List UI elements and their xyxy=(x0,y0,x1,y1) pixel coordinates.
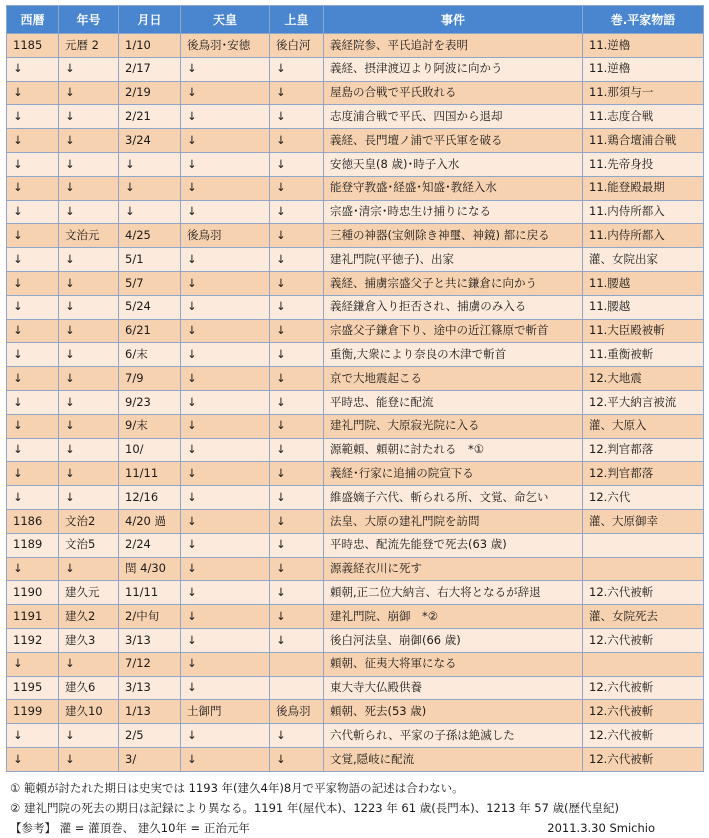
cell-western-year: ↓ xyxy=(7,652,59,676)
cell-retired-emperor: ↓ xyxy=(270,295,324,319)
table-row xyxy=(7,367,704,391)
cell-western-year: ↓ xyxy=(7,295,59,319)
table-row xyxy=(7,248,704,272)
cell-month-day: 11/11 xyxy=(119,581,181,605)
cell-retired-emperor: ↓ xyxy=(270,581,324,605)
cell-western-year: 1192 xyxy=(7,628,59,652)
cell-emperor: ↓ xyxy=(181,652,270,676)
cell-emperor: ↓ xyxy=(181,676,270,700)
cell-western-year: ↓ xyxy=(7,200,59,224)
table-row xyxy=(7,105,704,129)
cell-retired-emperor: ↓ xyxy=(270,200,324,224)
cell-era-name: ↓ xyxy=(59,652,119,676)
cell-western-year: ↓ xyxy=(7,724,59,748)
cell-era-name: ↓ xyxy=(59,152,119,176)
cell-retired-emperor: ↓ xyxy=(270,533,324,557)
cell-heike-chapter: 灌、女院出家 xyxy=(583,248,704,272)
cell-era-name: ↓ xyxy=(59,57,119,81)
cell-emperor: ↓ xyxy=(181,581,270,605)
cell-emperor: ↓ xyxy=(181,628,270,652)
table-row xyxy=(7,509,704,533)
cell-emperor: ↓ xyxy=(181,414,270,438)
cell-retired-emperor: ↓ xyxy=(270,224,324,248)
cell-era-name: 建久6 xyxy=(59,676,119,700)
cell-month-day: 3/ xyxy=(119,747,181,771)
cell-month-day: 6/21 xyxy=(119,319,181,343)
cell-emperor: 後鳥羽 xyxy=(181,224,270,248)
cell-event: 宗盛父子鎌倉下り、途中の近江篠原で斬首 xyxy=(324,319,583,343)
cell-month-day: 9/23 xyxy=(119,390,181,414)
cell-month-day: 2/17 xyxy=(119,57,181,81)
cell-retired-emperor: ↓ xyxy=(270,724,324,748)
cell-western-year: 1199 xyxy=(7,700,59,724)
cell-heike-chapter xyxy=(583,557,704,581)
cell-month-day: 3/13 xyxy=(119,628,181,652)
cell-western-year: 1191 xyxy=(7,605,59,629)
cell-heike-chapter: 11.志度合戦 xyxy=(583,105,704,129)
footnote-1: ① 範頼が討たれた期日は史実では 1193 年(建久4年)8月で平家物語の記述は合わない。 xyxy=(10,780,464,795)
cell-western-year: ↓ xyxy=(7,438,59,462)
cell-month-day: 3/24 xyxy=(119,129,181,153)
table-row xyxy=(7,81,704,105)
cell-heike-chapter: 12.大地震 xyxy=(583,367,704,391)
cell-emperor: ↓ xyxy=(181,200,270,224)
table-row xyxy=(7,676,704,700)
cell-era-name: ↓ xyxy=(59,271,119,295)
cell-heike-chapter: 12.六代被斬 xyxy=(583,628,704,652)
cell-retired-emperor: ↓ xyxy=(270,557,324,581)
table-row xyxy=(7,224,704,248)
cell-retired-emperor: ↓ xyxy=(270,81,324,105)
cell-month-day: ↓ xyxy=(119,176,181,200)
cell-month-day: 2/中旬 xyxy=(119,605,181,629)
cell-western-year: 1189 xyxy=(7,533,59,557)
cell-retired-emperor: ↓ xyxy=(270,390,324,414)
cell-event: 法皇、大原の建礼門院を訪問 xyxy=(324,509,583,533)
cell-heike-chapter: 灌、大原御幸 xyxy=(583,509,704,533)
cell-western-year: ↓ xyxy=(7,176,59,200)
cell-heike-chapter: 11.腰越 xyxy=(583,271,704,295)
cell-month-day: 2/5 xyxy=(119,724,181,748)
header-month-day: 月日 xyxy=(119,6,181,34)
cell-western-year: ↓ xyxy=(7,462,59,486)
cell-era-name: ↓ xyxy=(59,81,119,105)
cell-emperor: ↓ xyxy=(181,248,270,272)
cell-western-year: ↓ xyxy=(7,129,59,153)
cell-retired-emperor: ↓ xyxy=(270,319,324,343)
cell-western-year: 1195 xyxy=(7,676,59,700)
cell-emperor: ↓ xyxy=(181,271,270,295)
cell-event: 平時忠、能登に配流 xyxy=(324,390,583,414)
table-row xyxy=(7,557,704,581)
cell-emperor: ↓ xyxy=(181,390,270,414)
header-emperor: 天皇 xyxy=(181,6,270,34)
cell-heike-chapter: 12.六代被斬 xyxy=(583,676,704,700)
cell-western-year: ↓ xyxy=(7,414,59,438)
cell-western-year: ↓ xyxy=(7,81,59,105)
cell-month-day: 1/10 xyxy=(119,34,181,58)
cell-era-name: 建久2 xyxy=(59,605,119,629)
cell-retired-emperor xyxy=(270,652,324,676)
signature-date: 2011.3.30 Smichio xyxy=(547,820,655,835)
table-row xyxy=(7,414,704,438)
table-row xyxy=(7,390,704,414)
cell-heike-chapter: 11.内侍所都入 xyxy=(583,200,704,224)
reference-line xyxy=(10,818,703,838)
table-row xyxy=(7,152,704,176)
table-row xyxy=(7,34,704,58)
cell-western-year: ↓ xyxy=(7,557,59,581)
cell-month-day: 1/13 xyxy=(119,700,181,724)
cell-western-year: ↓ xyxy=(7,343,59,367)
cell-event: 宗盛･清宗･時忠生け捕りになる xyxy=(324,200,583,224)
cell-era-name: 文治元 xyxy=(59,224,119,248)
cell-month-day: 閏 4/30 xyxy=(119,557,181,581)
cell-era-name: ↓ xyxy=(59,462,119,486)
cell-emperor: ↓ xyxy=(181,724,270,748)
cell-event: 能登守教盛･経盛･知盛･教経入水 xyxy=(324,176,583,200)
table-row xyxy=(7,319,704,343)
cell-western-year: ↓ xyxy=(7,747,59,771)
cell-month-day: 2/24 xyxy=(119,533,181,557)
footnote-2: ② 建礼門院の死去の期日は記録により異なる。1191 年(屋代本)、1223 年 61 歳(長門本)、1213 年 57 歳(歴代皇紀) xyxy=(10,800,620,815)
cell-event: 源義経衣川に死す xyxy=(324,557,583,581)
cell-month-day: 5/24 xyxy=(119,295,181,319)
cell-emperor: ↓ xyxy=(181,747,270,771)
cell-event: 義経院参、平氏追討を表明 xyxy=(324,34,583,58)
cell-month-day: 5/1 xyxy=(119,248,181,272)
cell-month-day: 5/7 xyxy=(119,271,181,295)
cell-emperor: 土御門 xyxy=(181,700,270,724)
header-retired-emperor: 上皇 xyxy=(270,6,324,34)
cell-heike-chapter: 12.六代 xyxy=(583,486,704,510)
cell-era-name: 建久元 xyxy=(59,581,119,605)
table-row xyxy=(7,724,704,748)
cell-era-name: ↓ xyxy=(59,438,119,462)
cell-month-day: 9/末 xyxy=(119,414,181,438)
cell-era-name: ↓ xyxy=(59,414,119,438)
cell-event: 義経鎌倉入り拒否され、捕虜のみ入る xyxy=(324,295,583,319)
cell-era-name: 文治2 xyxy=(59,509,119,533)
cell-western-year: ↓ xyxy=(7,271,59,295)
cell-era-name: ↓ xyxy=(59,129,119,153)
cell-heike-chapter: 11.先帝身投 xyxy=(583,152,704,176)
cell-emperor: ↓ xyxy=(181,438,270,462)
cell-event: 東大寺大仏殿供養 xyxy=(324,676,583,700)
cell-event: 重衡,大衆により奈良の木津で斬首 xyxy=(324,343,583,367)
cell-retired-emperor: 後鳥羽 xyxy=(270,700,324,724)
cell-event: 三種の神器(宝剣除き神璽、神鏡) 都に戻る xyxy=(324,224,583,248)
cell-emperor: ↓ xyxy=(181,152,270,176)
cell-event: 源範頼、頼朝に討たれる *① xyxy=(324,438,583,462)
cell-event: 維盛嫡子六代、斬られる所、文覚、命乞い xyxy=(324,486,583,510)
cell-month-day: 2/21 xyxy=(119,105,181,129)
cell-event: 頼朝、死去(53 歳) xyxy=(324,700,583,724)
table-row xyxy=(7,605,704,629)
cell-retired-emperor: ↓ xyxy=(270,129,324,153)
cell-heike-chapter xyxy=(583,652,704,676)
cell-month-day: 4/25 xyxy=(119,224,181,248)
cell-era-name: ↓ xyxy=(59,176,119,200)
cell-retired-emperor: ↓ xyxy=(270,462,324,486)
cell-western-year: 1186 xyxy=(7,509,59,533)
table-row xyxy=(7,628,704,652)
cell-heike-chapter xyxy=(583,533,704,557)
cell-emperor: ↓ xyxy=(181,486,270,510)
cell-event: 義経･行家に追捕の院宣下る xyxy=(324,462,583,486)
cell-retired-emperor: ↓ xyxy=(270,367,324,391)
cell-era-name: ↓ xyxy=(59,367,119,391)
table-row xyxy=(7,462,704,486)
cell-month-day: 2/19 xyxy=(119,81,181,105)
cell-era-name: 元暦 2 xyxy=(59,34,119,58)
cell-western-year: ↓ xyxy=(7,152,59,176)
table-row xyxy=(7,343,704,367)
cell-retired-emperor: 後白河 xyxy=(270,34,324,58)
cell-era-name: ↓ xyxy=(59,200,119,224)
table-row xyxy=(7,533,704,557)
cell-era-name: ↓ xyxy=(59,486,119,510)
cell-month-day: ↓ xyxy=(119,152,181,176)
cell-retired-emperor: ↓ xyxy=(270,176,324,200)
cell-era-name: ↓ xyxy=(59,724,119,748)
cell-era-name: 建久10 xyxy=(59,700,119,724)
cell-retired-emperor: ↓ xyxy=(270,605,324,629)
cell-heike-chapter: 11.腰越 xyxy=(583,295,704,319)
cell-event: 頼朝、征夷大将軍になる xyxy=(324,652,583,676)
cell-era-name: ↓ xyxy=(59,390,119,414)
cell-era-name: 建久3 xyxy=(59,628,119,652)
cell-month-day: 7/12 xyxy=(119,652,181,676)
table-row xyxy=(7,57,704,81)
cell-heike-chapter: 12.六代被斬 xyxy=(583,581,704,605)
cell-emperor: ↓ xyxy=(181,533,270,557)
table-row xyxy=(7,200,704,224)
table-row xyxy=(7,295,704,319)
cell-heike-chapter: 12.六代被斬 xyxy=(583,700,704,724)
cell-western-year: 1190 xyxy=(7,581,59,605)
table-row xyxy=(7,271,704,295)
table-row xyxy=(7,129,704,153)
cell-retired-emperor: ↓ xyxy=(270,414,324,438)
cell-heike-chapter: 11.逆櫓 xyxy=(583,34,704,58)
cell-heike-chapter: 11.那須与一 xyxy=(583,81,704,105)
table-row xyxy=(7,581,704,605)
cell-month-day: 6/末 xyxy=(119,343,181,367)
cell-western-year: ↓ xyxy=(7,319,59,343)
cell-western-year: ↓ xyxy=(7,367,59,391)
cell-event: 後白河法皇、崩御(66 歳) xyxy=(324,628,583,652)
cell-event: 京で大地震起こる xyxy=(324,367,583,391)
cell-month-day: 7/9 xyxy=(119,367,181,391)
cell-era-name: ↓ xyxy=(59,248,119,272)
header-event: 事件 xyxy=(324,6,583,34)
cell-emperor: ↓ xyxy=(181,295,270,319)
table-row xyxy=(7,438,704,462)
cell-event: 建礼門院、大原寂光院に入る xyxy=(324,414,583,438)
cell-emperor: ↓ xyxy=(181,367,270,391)
cell-month-day: 4/20 過 xyxy=(119,509,181,533)
cell-event: 安徳天皇(8 歳)･時子入水 xyxy=(324,152,583,176)
cell-event: 義経、捕虜宗盛父子と共に鎌倉に向かう xyxy=(324,271,583,295)
cell-retired-emperor: ↓ xyxy=(270,57,324,81)
cell-heike-chapter: 11.能登殿最期 xyxy=(583,176,704,200)
cell-western-year: ↓ xyxy=(7,57,59,81)
cell-emperor: 後鳥羽･安徳 xyxy=(181,34,270,58)
cell-era-name: ↓ xyxy=(59,295,119,319)
chronology-panel xyxy=(6,5,703,838)
cell-event: 平時忠、配流先能登で死去(63 歳) xyxy=(324,533,583,557)
header-western-year: 西暦 xyxy=(7,6,59,34)
footnotes xyxy=(6,778,703,838)
cell-month-day: 10/ xyxy=(119,438,181,462)
cell-emperor: ↓ xyxy=(181,176,270,200)
table-body xyxy=(7,34,704,772)
cell-emperor: ↓ xyxy=(181,605,270,629)
cell-era-name: ↓ xyxy=(59,747,119,771)
cell-retired-emperor: ↓ xyxy=(270,509,324,533)
cell-emperor: ↓ xyxy=(181,462,270,486)
cell-retired-emperor: ↓ xyxy=(270,271,324,295)
cell-event: 義経、摂津渡辺より阿波に向かう xyxy=(324,57,583,81)
cell-western-year: ↓ xyxy=(7,224,59,248)
cell-retired-emperor: ↓ xyxy=(270,105,324,129)
cell-heike-chapter: 12.平大納言被流 xyxy=(583,390,704,414)
cell-heike-chapter: 灌、大原入 xyxy=(583,414,704,438)
cell-event: 義経、長門壇ノ浦で平氏軍を破る xyxy=(324,129,583,153)
reference-text: 【参考】 灌 = 灌頂巻、 建久10年 = 正治元年 xyxy=(10,820,250,835)
cell-era-name: ↓ xyxy=(59,343,119,367)
cell-heike-chapter: 11.重衡被斬 xyxy=(583,343,704,367)
cell-western-year: ↓ xyxy=(7,390,59,414)
cell-emperor: ↓ xyxy=(181,81,270,105)
header-era-name: 年号 xyxy=(59,6,119,34)
table-row xyxy=(7,486,704,510)
cell-heike-chapter: 11.鶏合壇浦合戦 xyxy=(583,129,704,153)
cell-retired-emperor: ↓ xyxy=(270,152,324,176)
cell-retired-emperor xyxy=(270,676,324,700)
cell-month-day: ↓ xyxy=(119,200,181,224)
cell-emperor: ↓ xyxy=(181,343,270,367)
cell-month-day: 11/11 xyxy=(119,462,181,486)
cell-event: 建礼門院、崩御 *② xyxy=(324,605,583,629)
cell-western-year: ↓ xyxy=(7,105,59,129)
cell-retired-emperor: ↓ xyxy=(270,438,324,462)
cell-heike-chapter: 11.内侍所都入 xyxy=(583,224,704,248)
header-heike-chapter: 巻.平家物語 xyxy=(583,6,704,34)
cell-era-name: ↓ xyxy=(59,557,119,581)
cell-emperor: ↓ xyxy=(181,509,270,533)
cell-event: 屋島の合戦で平氏敗れる xyxy=(324,81,583,105)
cell-heike-chapter: 12.判官都落 xyxy=(583,438,704,462)
heike-chronology-table xyxy=(6,5,704,772)
cell-heike-chapter: 灌、女院死去 xyxy=(583,605,704,629)
cell-retired-emperor: ↓ xyxy=(270,248,324,272)
cell-western-year: ↓ xyxy=(7,248,59,272)
cell-heike-chapter: 12.判官都落 xyxy=(583,462,704,486)
cell-emperor: ↓ xyxy=(181,557,270,581)
table-header-row xyxy=(7,6,704,34)
cell-era-name: ↓ xyxy=(59,319,119,343)
cell-retired-emperor: ↓ xyxy=(270,628,324,652)
table-row xyxy=(7,700,704,724)
cell-western-year: ↓ xyxy=(7,486,59,510)
cell-retired-emperor: ↓ xyxy=(270,486,324,510)
cell-event: 頼朝,正二位大納言、右大将となるが辞退 xyxy=(324,581,583,605)
cell-heike-chapter: 11.逆櫓 xyxy=(583,57,704,81)
cell-retired-emperor: ↓ xyxy=(270,747,324,771)
cell-heike-chapter: 11.大臣殿被斬 xyxy=(583,319,704,343)
cell-heike-chapter: 12.六代被斬 xyxy=(583,724,704,748)
cell-emperor: ↓ xyxy=(181,105,270,129)
cell-event: 建礼門院(平徳子)、出家 xyxy=(324,248,583,272)
cell-event: 志度浦合戦で平氏、四国から退却 xyxy=(324,105,583,129)
cell-event: 六代斬られ、平家の子孫は絶滅した xyxy=(324,724,583,748)
cell-era-name: 文治5 xyxy=(59,533,119,557)
table-row xyxy=(7,176,704,200)
cell-era-name: ↓ xyxy=(59,105,119,129)
table-row xyxy=(7,652,704,676)
cell-emperor: ↓ xyxy=(181,57,270,81)
cell-month-day: 12/16 xyxy=(119,486,181,510)
cell-western-year: 1185 xyxy=(7,34,59,58)
cell-emperor: ↓ xyxy=(181,319,270,343)
cell-emperor: ↓ xyxy=(181,129,270,153)
cell-retired-emperor: ↓ xyxy=(270,343,324,367)
cell-heike-chapter: 12.六代被斬 xyxy=(583,747,704,771)
table-row xyxy=(7,747,704,771)
cell-event: 文覚,隠岐に配流 xyxy=(324,747,583,771)
cell-month-day: 3/13 xyxy=(119,676,181,700)
